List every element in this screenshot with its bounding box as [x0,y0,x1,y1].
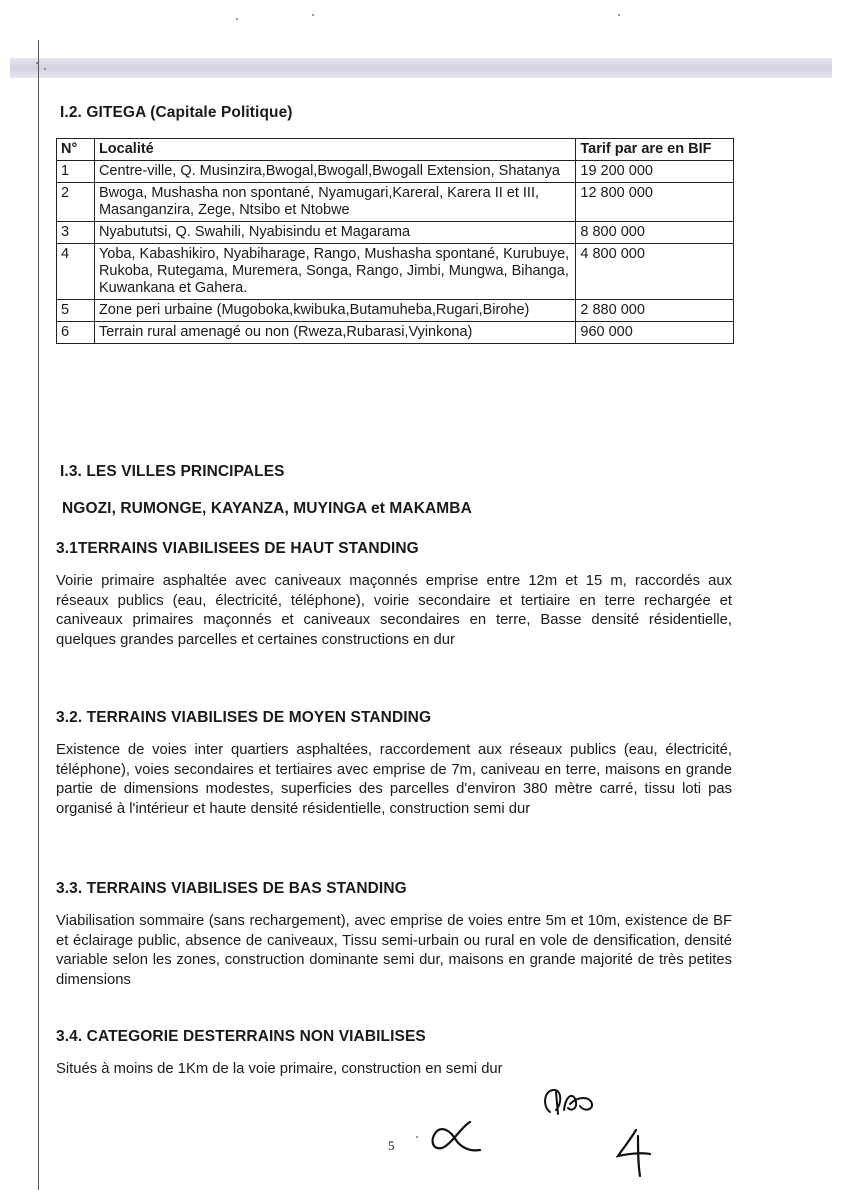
handwritten-number-mark [612,1126,656,1180]
table-row [57,161,734,183]
section-paragraph: Existence de voies inter quartiers asphaltées, raccordement aux réseaux publics (eau, électricité, téléphone), voies secondaires et tertiaires avec emprise de 7m, caniveau en terre, maisons en grande partie de dimensions modestes, superficies des parcelles d'environ 380 mètre carré, tissu loti pas organisé à l'intérieur et haute densité résidentielle, construction semi dur [56,742,732,817]
header-tarif: Tarif par are en BIF [576,139,734,161]
scan-speck [312,14,314,16]
table-row [57,322,734,344]
cities-list-heading: NGOZI, RUMONGE, KAYANZA, MUYINGA et MAKAMBA [62,500,472,517]
row-localite: Bwoga, Mushasha non spontané, Nyamugari,Kareral, Karera II et III, Masanganzira, Zege, Ntsibo et Ntobwe [94,183,575,222]
page-number: 5 [388,1138,395,1153]
section-heading-bas-standing: 3.3. TERRAINS VIABILISES DE BAS STANDING [56,880,407,897]
row-number: 5 [57,300,95,322]
row-tarif: 8 800 000 [576,222,734,244]
row-localite: Zone peri urbaine (Mugoboka,kwibuka,Butamuheba,Rugari,Birohe) [94,300,575,322]
ink-dot [416,1136,418,1138]
table-header-row [57,139,734,161]
scan-speck [618,14,620,16]
handwritten-initials-mark [540,1082,600,1126]
handwritten-alpha-mark [428,1118,488,1156]
row-number: 2 [57,183,95,222]
section-3-2 [56,709,732,819]
section-3-4 [56,1028,732,1080]
section-heading-non-viabilises: 3.4. CATEGORIE DESTERRAINS NON VIABILISES [56,1028,426,1045]
table-row [57,244,734,300]
tarif-table [56,138,734,344]
scan-speck [44,68,46,70]
section-paragraph: Viabilisation sommaire (sans rechargement), avec emprise de voies entre 5m et 10m, existence de BF et éclairage public, absence de caniveaux, Tissu semi-urbain ou rural en vole de densification, densité variable selon les zones, construction dominante semi dur, maisons en grande majorité de très petites dimensions [56,913,732,988]
row-number: 3 [57,222,95,244]
section-3-3 [56,880,732,990]
row-localite: Yoba, Kabashikiro, Nyabiharage, Rango, Mushasha spontané, Kurubuye, Rukoba, Rutegama, Muremera, Songa, Rango, Jimbi, Mungwa, Bihanga, Kuwankana et Gahera. [94,244,575,300]
row-localite: Terrain rural amenagé ou non (Rweza,Rubarasi,Vyinkona) [94,322,575,344]
table-row [57,300,734,322]
section-paragraph: Voirie primaire asphaltée avec caniveaux maçonnés emprise entre 12m et 15 m, raccordés aux réseaux publics (eau, électricité, téléphone), voirie secondaire et tertiaire en terre rechargée et caniveaux primaires maçonnés et caniveaux secondaires en terre, Basse densité résidentielle, quelques grandes parcelles et certaines constructions en dur [56,573,732,648]
row-number: 4 [57,244,95,300]
section-paragraph: Situés à moins de 1Km de la voie primaire, construction en semi dur [56,1061,503,1077]
scan-speck [236,18,238,20]
row-tarif: 2 880 000 [576,300,734,322]
row-localite: Centre-ville, Q. Musinzira,Bwogal,Bwogall,Bwogall Extension, Shatanya [94,161,575,183]
row-tarif: 19 200 000 [576,161,734,183]
section-heading-haut-standing: 3.1TERRAINS VIABILISEES DE HAUT STANDING [56,540,419,557]
header-no: N° [57,139,95,161]
section-3-1 [56,540,732,650]
row-tarif: 4 800 000 [576,244,734,300]
section-heading-moyen-standing: 3.2. TERRAINS VIABILISES DE MOYEN STANDING [56,709,432,726]
section-heading-villes: I.3. LES VILLES PRINCIPALES [60,463,285,480]
row-tarif: 12 800 000 [576,183,734,222]
row-number: 6 [57,322,95,344]
scan-speck [36,62,38,64]
table-row [57,183,734,222]
row-localite: Nyabututsi, Q. Swahili, Nyabisindu et Magarama [94,222,575,244]
row-tarif: 960 000 [576,322,734,344]
header-localite: Localité [94,139,575,161]
table-row [57,222,734,244]
margin-rule [38,40,39,1190]
row-number: 1 [57,161,95,183]
section-heading-gitega: I.2. GITEGA (Capitale Politique) [60,104,293,121]
scan-artifact-band [10,58,832,78]
